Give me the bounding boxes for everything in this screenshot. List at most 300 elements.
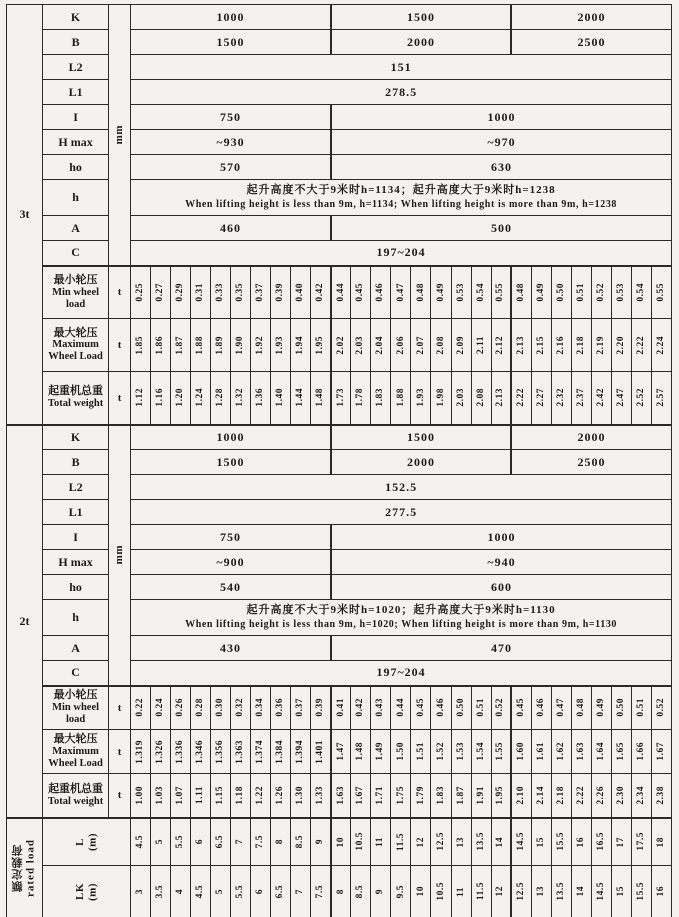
load-value <box>331 319 351 372</box>
span-value <box>471 866 491 917</box>
load-value-text: 0.44 <box>335 282 346 302</box>
load-label-en: Maximum Wheel Load <box>48 339 103 363</box>
span-value-text: 8.5 <box>355 884 366 899</box>
load-value <box>411 774 431 818</box>
load-value-text: 1.94 <box>295 335 306 355</box>
span-value <box>531 818 551 866</box>
span-value-text: 6.5 <box>275 884 286 899</box>
load-value <box>571 266 591 319</box>
span-value-text: 15.5 <box>635 882 646 901</box>
span-value-text: 8 <box>335 888 346 895</box>
load-value <box>411 730 431 774</box>
load-value-text: 0.24 <box>155 698 166 718</box>
span-value <box>351 818 371 866</box>
load-value <box>651 372 671 425</box>
load-row-label <box>43 686 109 730</box>
load-value-text: 0.47 <box>555 698 566 718</box>
section-label-2t: 2t <box>7 425 43 818</box>
load-value-text: 0.54 <box>635 282 646 302</box>
param-label-l1: L1 <box>43 80 109 105</box>
span-value <box>231 818 251 866</box>
load-value <box>311 686 331 730</box>
load-value-text: 1.22 <box>255 785 266 805</box>
load-value <box>431 686 451 730</box>
dim-value: 197~204 <box>131 661 672 686</box>
dim-value: 277.5 <box>131 500 672 525</box>
span-value <box>491 866 511 917</box>
load-value-text: 0.28 <box>195 698 206 718</box>
load-value <box>191 774 211 818</box>
span-value-text: 14.5 <box>515 832 526 852</box>
span-value <box>211 818 231 866</box>
load-value <box>511 266 531 319</box>
load-value-text: 1.63 <box>575 742 586 761</box>
load-value <box>471 686 491 730</box>
span-value <box>151 818 171 866</box>
span-row-label-l <box>43 818 131 866</box>
dim-value: 430 <box>131 636 331 661</box>
load-value <box>151 266 171 319</box>
load-label-zh: 起重机总重 <box>48 782 104 795</box>
load-value <box>351 266 371 319</box>
dim-value: 1000 <box>131 425 331 450</box>
dim-value: 2000 <box>511 5 671 30</box>
span-value <box>551 818 571 866</box>
load-value-text: 1.40 <box>275 388 286 408</box>
span-value <box>191 866 211 917</box>
load-value <box>591 372 611 425</box>
load-value-text: 0.50 <box>455 698 466 718</box>
load-value <box>391 686 411 730</box>
load-value-text: 1.49 <box>375 742 386 761</box>
dim-value: 1500 <box>331 5 511 30</box>
load-value <box>271 266 291 319</box>
load-value-text: 0.31 <box>195 282 206 302</box>
span-value-text: 5.5 <box>235 884 246 899</box>
load-value <box>431 774 451 818</box>
span-value-text: 10.5 <box>435 882 446 901</box>
load-value-text: 1.26 <box>275 785 286 805</box>
param-label-ho: ho <box>43 575 109 600</box>
span-value <box>251 866 271 917</box>
param-label-i: I <box>43 525 109 550</box>
span-value-text: 17.5 <box>635 832 646 852</box>
load-value <box>491 774 511 818</box>
load-value <box>271 319 291 372</box>
load-value-text: 2.19 <box>595 335 606 355</box>
load-value-text: 1.374 <box>255 739 266 764</box>
dim-value: ~900 <box>131 550 331 575</box>
param-label-a: A <box>43 636 109 661</box>
load-value-text: 0.25 <box>135 282 146 302</box>
load-value-text: 1.51 <box>415 742 426 761</box>
load-value-text: 2.13 <box>515 335 526 355</box>
span-value <box>291 818 311 866</box>
load-value <box>291 266 311 319</box>
param-label-h: h <box>43 600 109 636</box>
load-value-text: 2.42 <box>595 388 606 408</box>
span-value-text: 18 <box>655 836 666 847</box>
load-value-text: 0.48 <box>515 282 526 302</box>
load-value-text: 0.37 <box>255 282 266 302</box>
load-row-label <box>43 266 109 319</box>
load-label-en: Total weight <box>47 795 104 807</box>
load-value <box>211 686 231 730</box>
param-label-ho: ho <box>43 155 109 180</box>
load-value <box>651 686 671 730</box>
load-value <box>491 686 511 730</box>
load-value-text: 2.22 <box>575 785 586 805</box>
load-value <box>431 319 451 372</box>
load-value-text: 1.55 <box>495 742 506 761</box>
load-value-text: 1.83 <box>375 388 386 408</box>
span-row-label-text: LK (m) <box>73 882 99 901</box>
unit-t: t <box>109 686 131 730</box>
load-value <box>271 730 291 774</box>
span-value <box>311 866 331 917</box>
load-value-text: 2.03 <box>355 335 366 355</box>
load-value <box>491 730 511 774</box>
span-value-text: 8.5 <box>295 835 306 849</box>
load-value-text: 0.34 <box>255 698 266 718</box>
load-value <box>331 730 351 774</box>
dim-value: 630 <box>331 155 672 180</box>
section-label-3t: 3t <box>7 5 43 425</box>
load-value-text: 2.18 <box>555 785 566 805</box>
load-value-text: 1.20 <box>175 388 186 408</box>
load-value-text: 1.384 <box>275 739 286 764</box>
load-value-text: 0.52 <box>655 698 666 718</box>
load-value-text: 0.52 <box>595 282 606 302</box>
span-value-text: 5.5 <box>175 835 186 849</box>
load-value <box>391 319 411 372</box>
span-value-text: 7 <box>295 888 306 895</box>
span-value <box>291 866 311 917</box>
load-value <box>531 266 551 319</box>
load-value <box>591 266 611 319</box>
load-value-text: 0.49 <box>595 698 606 718</box>
load-value <box>371 372 391 425</box>
load-value-text: 1.83 <box>435 785 446 805</box>
span-value <box>251 818 271 866</box>
span-value-text: 16.5 <box>595 832 606 852</box>
unit-mm <box>109 425 131 686</box>
dim-value: 2000 <box>331 30 511 55</box>
load-value <box>371 774 391 818</box>
load-value-text: 0.51 <box>635 698 646 718</box>
span-row-label-text: L (m) <box>73 832 99 851</box>
load-value <box>131 730 151 774</box>
load-value <box>611 730 631 774</box>
span-value-text: 6 <box>195 839 206 845</box>
span-value-text: 13.5 <box>555 882 566 901</box>
param-label-h-max: H max <box>43 130 109 155</box>
load-value <box>191 686 211 730</box>
dim-value: ~940 <box>331 550 672 575</box>
load-value-text: 0.45 <box>415 698 426 718</box>
load-value-text: 2.08 <box>475 388 486 408</box>
span-value-text: 12 <box>415 836 426 847</box>
load-value-text: 1.79 <box>415 785 426 805</box>
load-value-text: 1.28 <box>215 388 226 408</box>
load-value <box>391 266 411 319</box>
load-value <box>411 266 431 319</box>
load-value-text: 2.47 <box>615 388 626 408</box>
span-value-text: 12.5 <box>515 882 526 901</box>
load-value-text: 2.13 <box>495 388 506 408</box>
load-value <box>611 774 631 818</box>
load-value <box>631 372 651 425</box>
load-value <box>551 266 571 319</box>
load-value-text: 0.41 <box>335 698 346 718</box>
load-value-text: 0.53 <box>615 282 626 302</box>
span-value <box>431 866 451 917</box>
load-value-text: 1.87 <box>175 335 186 355</box>
load-value <box>311 319 331 372</box>
load-value <box>271 686 291 730</box>
load-value <box>151 730 171 774</box>
load-label-zh: 最大轮压 <box>53 733 98 746</box>
load-row-label <box>43 774 109 818</box>
load-value <box>391 730 411 774</box>
span-value-text: 11.5 <box>475 882 486 901</box>
load-value <box>171 266 191 319</box>
load-value-text: 1.67 <box>655 742 666 761</box>
load-value-text: 2.03 <box>455 388 466 408</box>
span-value-text: 6 <box>255 888 266 895</box>
span-value-text: 15 <box>535 836 546 847</box>
span-value <box>191 818 211 866</box>
load-label-en: Total weight <box>47 398 104 410</box>
load-value-text: 0.46 <box>435 698 446 718</box>
dim-value: 1500 <box>131 450 331 475</box>
dim-value: ~930 <box>131 130 331 155</box>
load-value <box>591 730 611 774</box>
load-value-text: 1.65 <box>615 742 626 761</box>
span-value <box>591 818 611 866</box>
load-value <box>371 730 391 774</box>
load-value-text: 1.15 <box>215 785 226 805</box>
load-value-text: 1.356 <box>215 739 226 764</box>
span-value-text: 15.5 <box>555 832 566 852</box>
param-label-k: K <box>43 5 109 30</box>
load-value-text: 2.37 <box>575 388 586 408</box>
load-value-text: 2.52 <box>635 388 646 408</box>
rated-load-text: 额定载荷 rated load <box>11 838 37 897</box>
load-value <box>331 372 351 425</box>
load-value-text: 1.47 <box>335 742 346 761</box>
load-value-text: 0.32 <box>235 698 246 718</box>
load-value-text: 0.45 <box>515 698 526 718</box>
param-label-l2: L2 <box>43 55 109 80</box>
span-value-text: 14 <box>495 836 506 847</box>
load-value <box>591 319 611 372</box>
load-label-zh: 最小轮压 <box>53 689 98 702</box>
load-value <box>251 319 271 372</box>
load-value-text: 0.47 <box>395 282 406 302</box>
load-value-text: 1.63 <box>335 785 346 805</box>
load-value <box>491 319 511 372</box>
load-value <box>651 319 671 372</box>
span-value-text: 13.5 <box>475 832 486 852</box>
load-value <box>391 372 411 425</box>
span-value <box>271 818 291 866</box>
load-value <box>251 266 271 319</box>
load-value <box>371 319 391 372</box>
span-value-text: 16 <box>575 836 586 847</box>
load-value <box>611 372 631 425</box>
dim-value: 570 <box>131 155 331 180</box>
dim-value: 152.5 <box>131 475 672 500</box>
load-value <box>291 319 311 372</box>
dim-value: ~970 <box>331 130 672 155</box>
load-value-text: 1.66 <box>635 742 646 761</box>
load-value-text: 1.95 <box>495 785 506 805</box>
load-value-text: 2.15 <box>535 335 546 355</box>
load-value <box>191 372 211 425</box>
load-value-text: 1.88 <box>195 335 206 355</box>
load-value-text: 1.87 <box>455 785 466 805</box>
load-value <box>651 730 671 774</box>
load-value-text: 1.64 <box>595 742 606 761</box>
unit-mm-text: mm <box>113 125 126 145</box>
dim-value: 1000 <box>131 5 331 30</box>
unit-t: t <box>109 266 131 319</box>
load-value-text: 1.336 <box>175 739 186 764</box>
load-value <box>411 319 431 372</box>
load-value-text: 1.75 <box>395 785 406 805</box>
span-value <box>511 866 531 917</box>
span-value <box>131 866 151 917</box>
load-value <box>251 730 271 774</box>
span-value-text: 9.5 <box>395 884 406 899</box>
load-label-zh: 最大轮压 <box>53 326 98 339</box>
load-value <box>191 319 211 372</box>
load-value <box>251 774 271 818</box>
span-value <box>511 818 531 866</box>
load-value-text: 2.02 <box>335 335 346 355</box>
span-row-label-lk <box>43 866 131 917</box>
load-value <box>531 372 551 425</box>
load-value <box>131 319 151 372</box>
load-value-text: 2.08 <box>435 335 446 355</box>
load-value <box>611 686 631 730</box>
load-value <box>631 319 651 372</box>
load-value-text: 1.91 <box>475 785 486 805</box>
load-value <box>231 372 251 425</box>
span-value-text: 3 <box>135 888 146 895</box>
load-value-text: 0.55 <box>495 282 506 302</box>
load-value <box>211 266 231 319</box>
span-value <box>271 866 291 917</box>
load-value <box>551 774 571 818</box>
load-value-text: 1.12 <box>135 388 146 408</box>
load-value <box>291 774 311 818</box>
load-value-text: 1.78 <box>355 388 366 408</box>
load-value <box>471 266 491 319</box>
load-value-text: 1.346 <box>195 739 206 764</box>
load-value-text: 1.11 <box>195 786 206 805</box>
span-value-text: 7 <box>235 839 246 845</box>
load-value-text: 0.40 <box>295 282 306 302</box>
load-row-label <box>43 319 109 372</box>
load-value-text: 1.30 <box>295 785 306 805</box>
dim-value: 750 <box>131 525 331 550</box>
load-value <box>591 774 611 818</box>
load-row-label <box>43 730 109 774</box>
span-value-text: 11 <box>455 886 466 897</box>
dim-value: 2500 <box>511 30 671 55</box>
load-value <box>211 319 231 372</box>
load-value <box>531 686 551 730</box>
load-value <box>571 730 591 774</box>
span-value <box>531 866 551 917</box>
span-value <box>451 818 471 866</box>
span-value <box>171 866 191 917</box>
load-value <box>211 730 231 774</box>
load-value-text: 0.48 <box>415 282 426 302</box>
load-value <box>151 372 171 425</box>
unit-t: t <box>109 730 131 774</box>
load-value-text: 1.60 <box>515 742 526 761</box>
load-value <box>631 730 651 774</box>
load-value <box>251 686 271 730</box>
load-value-text: 2.38 <box>655 785 666 805</box>
span-value <box>351 866 371 917</box>
load-value-text: 1.61 <box>535 742 546 761</box>
load-value <box>631 774 651 818</box>
span-value <box>151 866 171 917</box>
load-row-label <box>43 372 109 425</box>
load-value <box>451 266 471 319</box>
load-value-text: 2.32 <box>555 388 566 408</box>
load-value <box>151 686 171 730</box>
span-value <box>611 866 631 917</box>
unit-t: t <box>109 319 131 372</box>
load-value <box>311 372 331 425</box>
load-value <box>371 686 391 730</box>
span-value-text: 11.5 <box>395 832 406 851</box>
span-value-text: 10 <box>415 886 426 897</box>
span-value <box>411 818 431 866</box>
load-value-text: 0.55 <box>655 282 666 302</box>
load-value-text: 1.36 <box>255 388 266 408</box>
load-value-text: 1.93 <box>415 388 426 408</box>
span-value-text: 6.5 <box>215 835 226 849</box>
load-value <box>271 774 291 818</box>
load-value-text: 0.39 <box>275 282 286 302</box>
load-value-text: 0.36 <box>275 698 286 718</box>
load-value <box>231 266 251 319</box>
load-value-text: 0.43 <box>375 698 386 718</box>
load-value-text: 1.88 <box>395 388 406 408</box>
load-value <box>231 774 251 818</box>
span-value-text: 16 <box>655 886 666 897</box>
load-value-text: 0.49 <box>435 282 446 302</box>
load-value-text: 2.24 <box>655 335 666 355</box>
load-value <box>331 686 351 730</box>
load-value <box>631 686 651 730</box>
param-label-b: B <box>43 30 109 55</box>
load-value-text: 2.20 <box>615 335 626 355</box>
load-value-text: 0.37 <box>295 698 306 718</box>
span-value-text: 9 <box>315 839 326 845</box>
load-value-text: 1.62 <box>555 742 566 761</box>
load-value <box>471 372 491 425</box>
load-value <box>331 774 351 818</box>
load-value <box>571 372 591 425</box>
span-value <box>651 866 671 917</box>
